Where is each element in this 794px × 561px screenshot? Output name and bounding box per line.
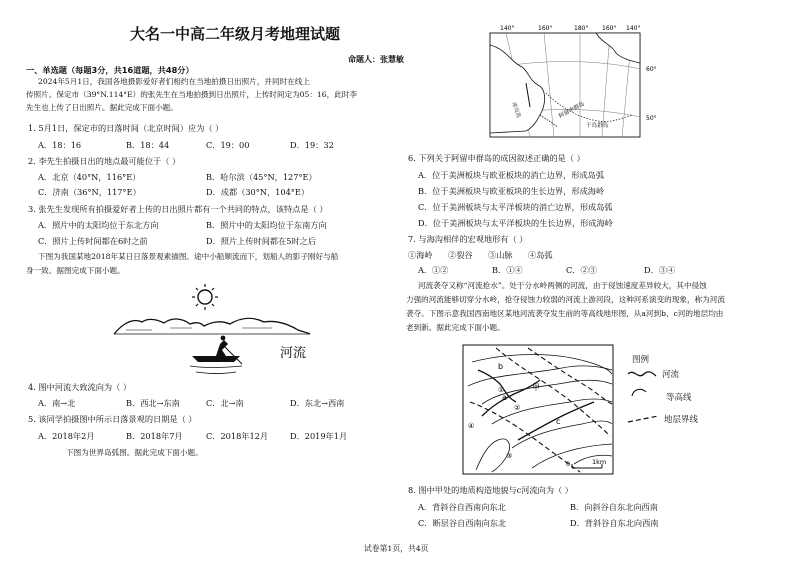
- intro3-line: 下图为世界岛弧图。据此完成下面小题。: [66, 448, 203, 457]
- q2-option-d[interactable]: D．成都（30°N，104°E）: [206, 187, 310, 197]
- q7-item-2: ②裂谷: [448, 250, 473, 260]
- scale-1km: 1km: [592, 458, 607, 466]
- lon-label-160b: 160°: [602, 25, 617, 32]
- q7-item-3: ③山脉: [488, 250, 513, 260]
- q3-stem: 3. 张先生发现所有拍摄爱好者上传的日出照片都有一个共同的特点，该特点是（ ）: [28, 204, 328, 214]
- point-jia-label: 甲: [532, 383, 540, 392]
- scale-zero: 0: [566, 460, 571, 468]
- intro-line-3: 先生也上传了日出照片。据此完成下面小题。: [26, 103, 178, 112]
- intro4-line-1: 河流袭夺又称“河流抢水”。处于分水岭两侧的河流，由于侵蚀速度差异较大，其中侵蚀: [418, 281, 707, 290]
- marker-3: ③: [506, 452, 513, 460]
- river-a-label: a: [502, 393, 507, 402]
- marker-4: ④: [468, 422, 475, 430]
- intro4-line-2: 力强的河流能够切穿分水岭，抢夺侵蚀力较弱的河流上游河段，这种河系演变的现象，称为河流: [406, 295, 725, 304]
- q4-option-b[interactable]: B．西北→东南: [126, 398, 180, 408]
- q2-stem: 2. 李先生拍摄日出的地点最可能位于（ ）: [28, 156, 181, 166]
- intro-line-1: 2024年5月1日，我国各地摄影爱好者们相约在当地拍摄日出照片，并同时在线上: [38, 77, 310, 86]
- q4-option-c[interactable]: C．北→南: [206, 398, 244, 408]
- marker-1: ①: [498, 386, 505, 394]
- q8-option-d[interactable]: D．背斜谷自东北向西南: [570, 518, 659, 528]
- q3-option-d[interactable]: D．照片上传时间都在5时之后: [206, 236, 317, 246]
- aleutian-label: 阿留申群岛: [558, 101, 586, 120]
- q8-option-a[interactable]: A．背斜谷自西南向东北: [418, 502, 506, 512]
- legend-title: 图例: [632, 355, 650, 365]
- q6-option-a[interactable]: A．位于美洲板块与欧亚板块的消亡边界，形成岛弧: [418, 170, 605, 180]
- q2-option-b[interactable]: B．哈尔滨（45°N，127°E）: [206, 172, 317, 182]
- q8-option-b[interactable]: B．向斜谷自东北向西南: [570, 502, 658, 512]
- q3-option-a[interactable]: A．照片中的太阳均位于东北方向: [38, 220, 159, 230]
- mountain-ridge-line: [114, 318, 310, 334]
- q2-option-c[interactable]: C．济南（36°N，117°E）: [38, 187, 141, 197]
- q8-stem: 8. 图中甲处的地质构造地貌与c河流向为（ ）: [408, 485, 573, 495]
- q5-option-a[interactable]: A．2018年2月: [38, 431, 95, 441]
- lon-label-140e: 140°: [626, 25, 641, 32]
- mountain-shading: [126, 328, 272, 330]
- q1-option-c[interactable]: C．19：00: [206, 140, 250, 150]
- q6-option-b[interactable]: B．位于美洲板块与欧亚板块的生长边界，形成海岭: [418, 186, 605, 196]
- island-arc-map: [486, 23, 662, 147]
- q1-stem: 1. 5月1日，保定市的日落时间（北京时间）应为（ ）: [28, 123, 224, 133]
- q1-option-b[interactable]: B．18：44: [126, 140, 170, 150]
- q8-option-c[interactable]: C．断层谷自西南向东北: [418, 518, 507, 528]
- q5-option-c[interactable]: C．2018年12月: [206, 431, 269, 441]
- river-b-label: b: [498, 362, 504, 371]
- legend-contour-symbol: [632, 389, 646, 396]
- q2-option-a[interactable]: A．北京（40°N，116°E）: [38, 172, 141, 182]
- q7-option-b[interactable]: B．①④: [492, 265, 523, 275]
- river-label: 河流: [280, 346, 307, 361]
- sakhalin-label: 库页岛: [510, 101, 522, 119]
- legend-boundary-label: 地层界线: [664, 415, 699, 425]
- river-c-label: c: [556, 417, 561, 426]
- q7-item-1: ①海岭: [408, 250, 433, 260]
- q4-option-d[interactable]: D．东北→西南: [290, 398, 345, 408]
- q7-option-c[interactable]: C．②③: [566, 265, 597, 275]
- q7-stem: 7. 与海沟相伴的宏观地形有（ ）: [408, 234, 528, 244]
- intro4-line-4: 老到新。据此完成下面小题。: [406, 323, 505, 332]
- page-footer: 试卷第1页，共4页: [364, 544, 429, 553]
- lat-label-60: 60°: [646, 66, 657, 73]
- q7-option-a[interactable]: A．①②: [418, 265, 449, 275]
- lon-label-180: 180°: [574, 25, 589, 32]
- q5-stem: 5. 该同学拍摄图中所示日落景观的日期是（ ）: [28, 414, 197, 424]
- lon-label-160a: 160°: [538, 25, 553, 32]
- q4-option-a[interactable]: A．南→北: [38, 398, 76, 408]
- kuril-label: 千岛群岛: [586, 123, 609, 129]
- legend-river-symbol: [628, 372, 656, 376]
- intro4-line-3: 袭夺。下图示意我国西南地区某地河流袭夺发生前的等高线地形图，从a河到b、c河的地层均由: [406, 309, 724, 318]
- q4-stem: 4. 图中河流大致流向为（ ）: [28, 382, 132, 392]
- legend-river-label: 河流: [662, 370, 680, 380]
- exam-title: 大名一中高二年级月考地理试题: [130, 25, 341, 43]
- intro2-line-1: 下图为我国某地2018年某日日落景观素描图。途中小船顺流而下，划船人的影子刚好与船: [38, 252, 339, 261]
- q1-option-a[interactable]: A．18：16: [38, 140, 82, 150]
- boat-icon: [192, 336, 242, 364]
- q5-option-d[interactable]: D．2019年1月: [290, 431, 348, 441]
- sun-icon: [192, 284, 218, 310]
- q1-option-d[interactable]: D．19：32: [290, 140, 334, 150]
- contour-map-figure: [462, 344, 632, 478]
- intro-line-2: 传照片。保定市（39°N.114°E）的张先生在当地拍摄到日出照片，上传时间定为05：16，此时李: [26, 90, 357, 99]
- sunset-sketch-figure: [112, 282, 312, 382]
- legend-boundary-symbol: [628, 416, 658, 422]
- lon-label-140w: 140°: [500, 25, 515, 32]
- q7-item-4: ④岛弧: [528, 250, 553, 260]
- legend-symbols: [624, 366, 664, 430]
- q5-option-b[interactable]: B．2018年7月: [126, 431, 183, 441]
- q7-option-d[interactable]: D．③④: [644, 265, 676, 275]
- q3-option-c[interactable]: C．照片上传时间都在6时之前: [38, 236, 148, 246]
- lat-label-50: 50°: [646, 115, 657, 122]
- q3-option-b[interactable]: B．照片中的太阳均位于东南方向: [206, 220, 327, 230]
- intro2-line-2: 身一致。据图完成下面小题。: [26, 266, 125, 275]
- author-line: 命题人：张慧敏: [348, 55, 404, 64]
- q6-option-d[interactable]: D．位于美洲板块与太平洋板块的生长边界，形成海岭: [418, 218, 613, 228]
- q6-option-c[interactable]: C．位于美洲板块与太平洋板块的消亡边界，形成岛弧: [418, 202, 613, 212]
- section-heading: 一、单选题（每题3分，共16道题，共48分）: [26, 65, 194, 75]
- boat-reflection: [190, 366, 242, 374]
- legend-contour-label: 等高线: [666, 393, 692, 403]
- marker-2: ②: [514, 404, 521, 412]
- q6-stem: 6. 下列关于阿留申群岛的成因叙述正确的是（ ）: [408, 153, 585, 163]
- contour-map-frame: [463, 345, 613, 474]
